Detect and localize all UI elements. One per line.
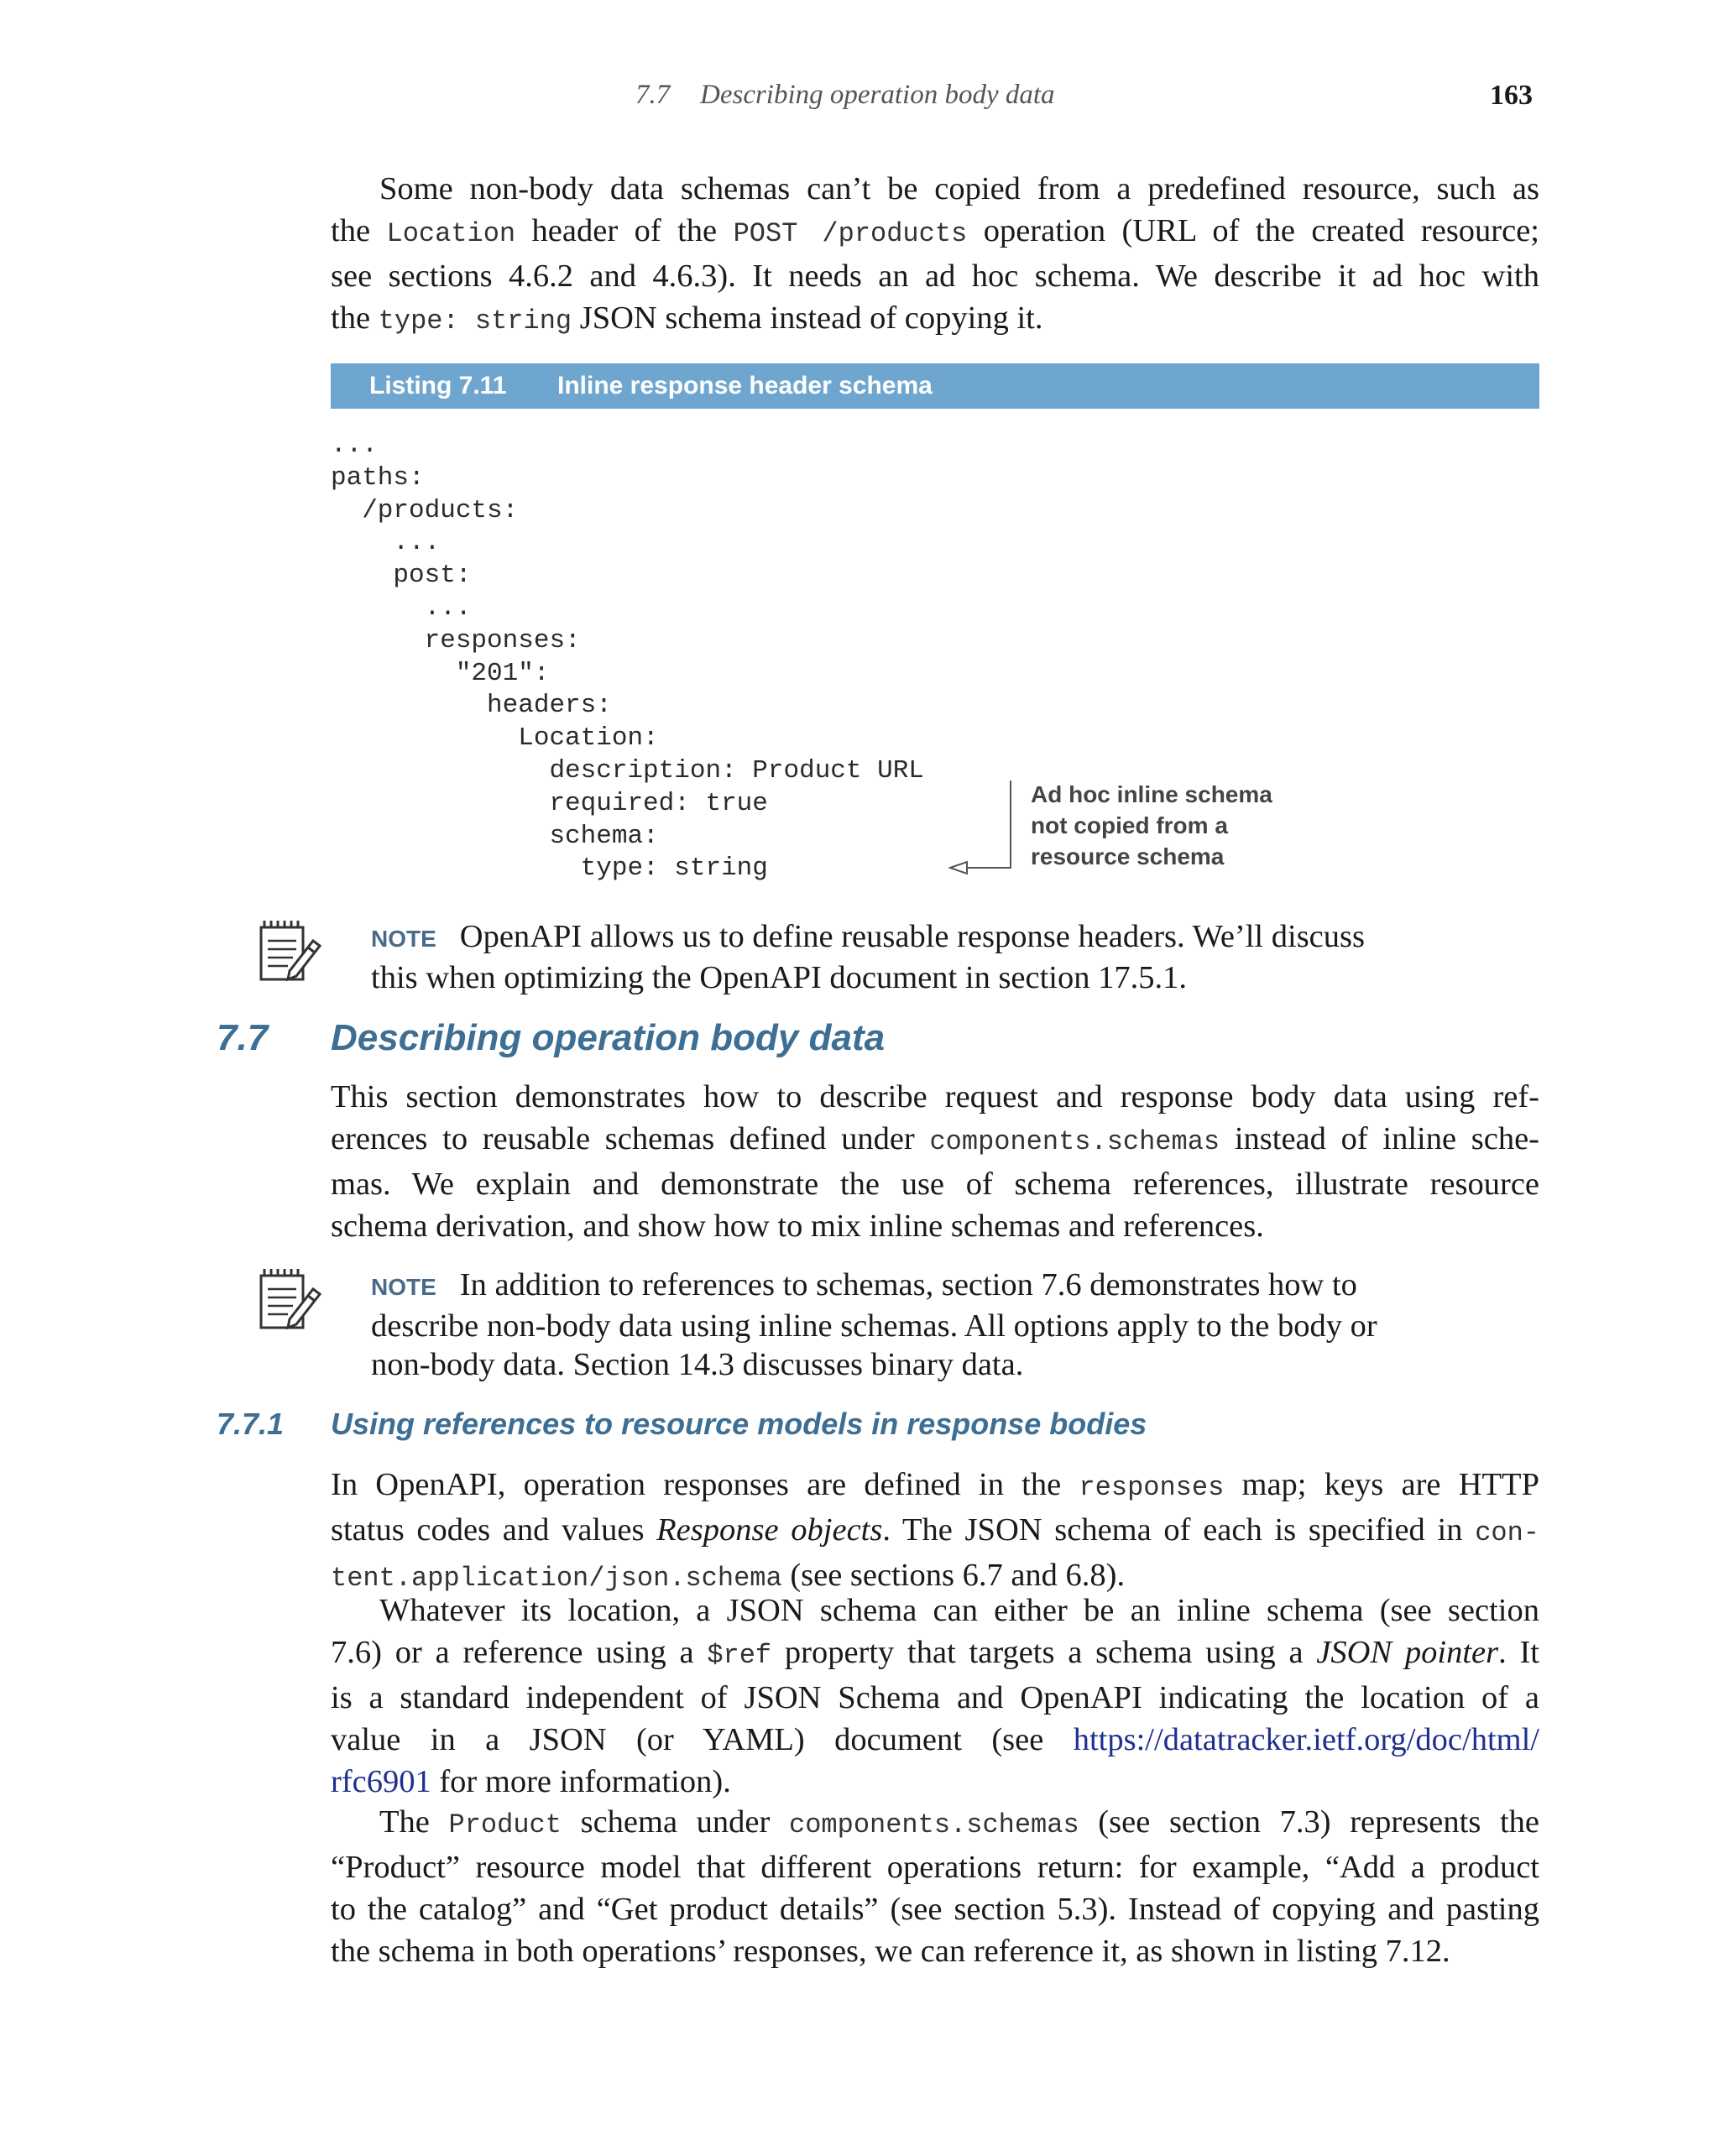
text-line: status codes and values Response objects. The JSON schema of each is specified in con- — [331, 1512, 1539, 1548]
subsection-paragraph-3 — [331, 1801, 1539, 1972]
rfc-link[interactable]: https://datatracker.ietf.org/doc/html/ — [1073, 1722, 1539, 1757]
text-line: NOTE OpenAPI allows us to define reusable response headers. We’ll discuss — [371, 919, 1365, 954]
text-line: tent.application/json.schema (see sections 6.7 and 6.8). — [331, 1558, 1126, 1594]
rfc-link[interactable]: rfc6901 — [331, 1764, 431, 1799]
running-head-section-number: 7.7 — [635, 80, 671, 110]
text-line: the schema in both operations’ responses, we can reference it, as shown in listing 7.12. — [331, 1934, 1450, 1969]
text-line: the type: string JSON schema instead of copying it. — [331, 300, 1043, 337]
note-tag: NOTE — [371, 1274, 436, 1300]
subsection-title: Using references to resource models in response bodies — [331, 1407, 1147, 1441]
inline-code: con- — [1475, 1517, 1539, 1548]
text-line: Some non-body data schemas can’t be copied from a predefined resource, such as — [379, 171, 1539, 206]
text-line: erences to reusable schemas defined under components.schemas instead of inline sche- — [331, 1121, 1540, 1157]
note-tag: NOTE — [371, 926, 436, 952]
text-line: non-body data. Section 14.3 discusses binary data. — [371, 1347, 1024, 1382]
code-callout — [1031, 779, 1308, 872]
running-head — [0, 80, 1719, 120]
section-paragraph — [331, 1076, 1539, 1247]
text-line: schema derivation, and show how to mix inline schemas and references. — [331, 1209, 1264, 1244]
subsection-paragraph-1 — [331, 1464, 1539, 1600]
inline-code: tent.application/json.schema — [331, 1563, 782, 1594]
inline-code: components.schemas — [789, 1809, 1079, 1840]
page-number: 163 — [1490, 80, 1533, 111]
listing-header — [331, 363, 1539, 409]
note-2 — [371, 1266, 1462, 1384]
text-line: to the catalog” and “Get product details” (see section 5.3). Instead of copying and pasting — [331, 1892, 1539, 1927]
text-line: NOTE In addition to references to schemas, section 7.6 demonstrates how to — [371, 1267, 1357, 1302]
listing-number: Listing 7.11 — [369, 372, 507, 399]
text-line: This section demonstrates how to describe request and response body data using ref- — [331, 1079, 1539, 1115]
inline-code: components.schemas — [929, 1126, 1220, 1157]
text-line: is a standard independent of JSON Schema and OpenAPI indicating the location of a — [331, 1680, 1539, 1715]
callout-line: Ad hoc inline schema — [1031, 781, 1272, 807]
code-listing: ... paths: /products: ... post: ... responses: "201": headers: Location: description: Product URL required: true schema: type: string — [331, 431, 924, 884]
callout-arrow-icon — [948, 780, 1032, 881]
callout-line: not copied from a — [1031, 812, 1228, 838]
running-head-title: Describing operation body data — [700, 80, 1055, 110]
text-line: mas. We explain and demonstrate the use of schema references, illustrate resource — [331, 1167, 1539, 1202]
inline-code: $ref — [707, 1640, 772, 1671]
notepad-pencil-icon — [256, 1267, 323, 1334]
text-line: The Product schema under components.schemas (see section 7.3) represents the — [379, 1804, 1539, 1840]
inline-code: POST /products — [733, 218, 968, 249]
text-line: the Location header of the POST /products operation (URL of the created resource; — [331, 213, 1539, 249]
text-line: describe non-body data using inline schemas. All options apply to the body or — [371, 1308, 1377, 1344]
inline-code: Location — [386, 218, 516, 249]
subsection-paragraph-2 — [331, 1590, 1539, 1803]
listing-title: Inline response header schema — [557, 372, 933, 399]
section-title: Describing operation body data — [331, 1017, 886, 1058]
note-1 — [371, 917, 1462, 997]
text-line: Whatever its location, a JSON schema can either be an inline schema (see section — [379, 1593, 1539, 1628]
inline-code: Product — [448, 1809, 562, 1840]
intro-paragraph — [331, 168, 1539, 342]
text-line: this when optimizing the OpenAPI document in section 17.5.1. — [371, 960, 1187, 995]
callout-line: resource schema — [1031, 843, 1225, 869]
section-number: 7.7 — [217, 1017, 269, 1058]
text-line: 7.6) or a reference using a $ref property that targets a schema using a JSON pointer. It — [331, 1635, 1539, 1671]
text-line: “Product” resource model that different operations return: for example, “Add a product — [331, 1850, 1539, 1885]
inline-code: type: string — [378, 305, 572, 337]
subsection-number: 7.7.1 — [217, 1407, 285, 1441]
text-line: In OpenAPI, operation responses are defined in the responses map; keys are HTTP — [331, 1467, 1539, 1503]
text-line: rfc6901 for more information). — [331, 1764, 731, 1799]
text-line: see sections 4.6.2 and 4.6.3). It needs an ad hoc schema. We describe it ad hoc with — [331, 258, 1539, 294]
text-line: value in a JSON (or YAML) document (see https://datatracker.ietf.org/doc/html/ — [331, 1722, 1539, 1757]
notepad-pencil-icon — [256, 919, 323, 986]
inline-code: responses — [1079, 1472, 1225, 1503]
